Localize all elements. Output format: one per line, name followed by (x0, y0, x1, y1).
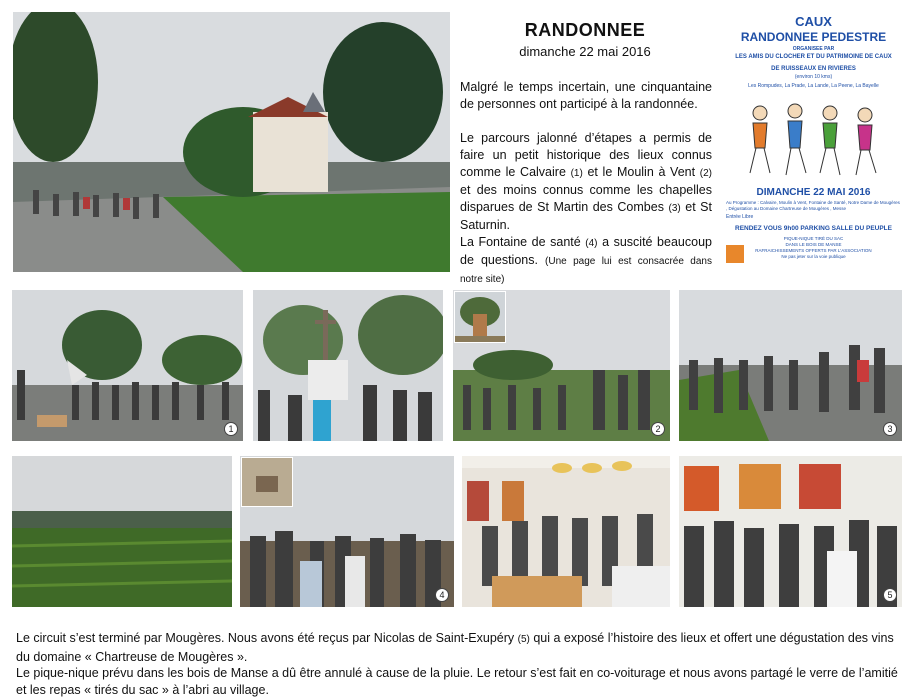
photo-number: 3 (884, 423, 896, 435)
poster-logo (726, 245, 744, 263)
photo-inset-fontaine (241, 457, 293, 507)
photo-st-martin (679, 290, 902, 441)
photo-number: 5 (884, 589, 896, 601)
closing-paragraph-2: Le pique-nique prévu dans les bois de Manse a dû être annulé à cause de la pluie. Le retour s’est fait en co-voiturage et nous avons partagé le verre de l’amitié et les repas « tirés du sac » à l’abri au village. (16, 666, 898, 697)
closing-text (16, 630, 900, 698)
event-poster (720, 12, 907, 274)
intro-paragraph-3: La Fontaine de santé (4) a suscité beaucoup de questions. (Une page lui est consacrée dans notre site) (460, 235, 712, 285)
photo-tasting-room (462, 456, 670, 607)
poster-organised: ORGANISEE PAR (792, 46, 835, 52)
poster-free: Entrée Libre (726, 214, 754, 220)
poster-town: CAUX (795, 14, 832, 29)
photo-calvaire-group (12, 290, 243, 441)
poster-programme: Au Programme : Calvaire, Moulin à Vent, Fontaine de Santé, Notre Dame de Mougères , Dégustation au Domaine Chartreuse de Mougères , Messe (726, 200, 900, 211)
poster-date: DIMANCHE 22 MAI 2016 (756, 187, 871, 198)
photo-moulin-vent (453, 290, 670, 441)
poster-footer: PIQUE-NIQUE TIRÉ DU SAC DANS LE BOIS DE MANSE RAFRAICHISSEMENTS OFFERTS PAR L'ASSOCIATION Ne pas jeter sur la voie publique (755, 236, 872, 259)
photo-vineyard (12, 456, 232, 607)
closing-paragraph-1: Le circuit s’est terminé par Mougères. Nous avons été reçus par Nicolas de Saint-Exupéry (5) qui a exposé l’histoire des lieux et offert une dégustation des vins du domaine « Chartreuse de Mougères ». (16, 631, 894, 664)
photo-hike-road (13, 12, 450, 272)
article-intro (460, 79, 712, 305)
article-date: dimanche 22 mai 2016 (519, 44, 651, 59)
article-title: RANDONNEE (524, 20, 646, 40)
poster-meeting: RENDEZ VOUS 9h00 PARKING SALLE DU PEUPLE (735, 225, 892, 232)
photo-inset-moulin (454, 291, 506, 343)
poster-places: Les Rompudes, La Prade, La Lande, La Peene, La Bayelle (748, 83, 879, 89)
photo-number: 4 (436, 589, 448, 601)
photo-number: 2 (652, 423, 664, 435)
photo-calvaire-cross (253, 290, 443, 441)
poster-distance: (environ 10 kms) (794, 74, 833, 80)
intro-paragraph-1: Malgré le temps incertain, une cinquantaine de personnes ont participé à la randonnée. (460, 80, 712, 111)
poster-hikers-illustration (720, 93, 907, 185)
photo-number: 1 (225, 423, 237, 435)
intro-paragraph-2: Le parcours jalonné d’étapes a permis de faire un petit historique des lieux connus comme le Calvaire (1) et le Moulin à Vent (2) et des moins connus comme les chapelles disparues de St Martin des Combes (3) et St Saturnin. (460, 131, 712, 232)
photo-fontaine-group (240, 456, 454, 607)
poster-title: RANDONNEE PEDESTRE (740, 30, 887, 44)
photo-mougeres-talk (679, 456, 902, 607)
poster-association: LES AMIS DU CLOCHER ET DU PATRIMOINE DE CAUX (735, 54, 892, 60)
poster-route: DE RUISSEAUX EN RIVIERES (771, 66, 856, 72)
